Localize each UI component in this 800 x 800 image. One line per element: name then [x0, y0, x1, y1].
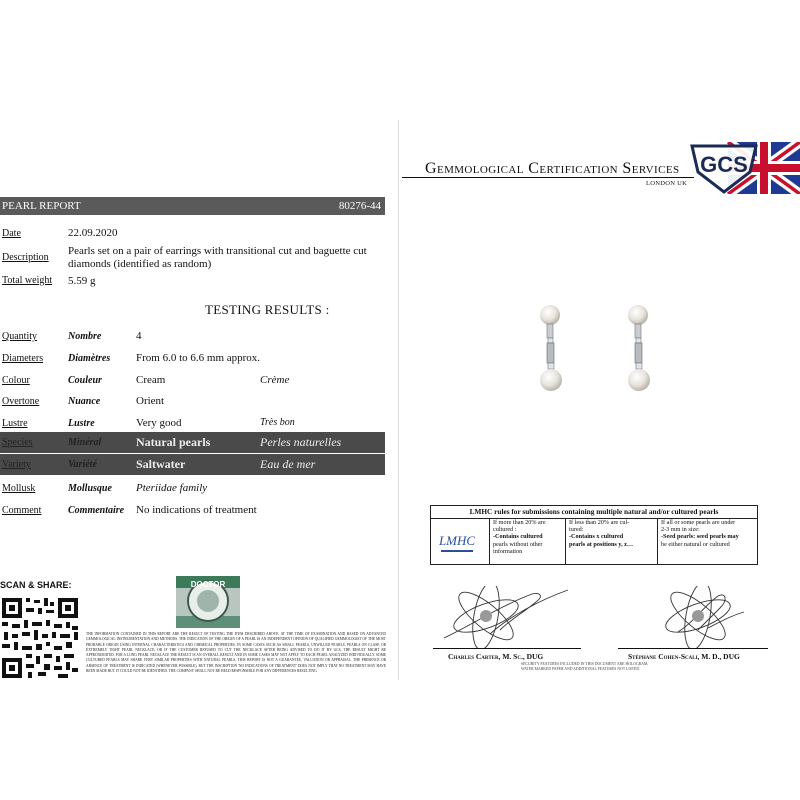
- testing-results-heading: TESTING RESULTS :: [205, 302, 330, 317]
- field-label-description: Description: [2, 252, 49, 263]
- header-rule: [402, 177, 694, 178]
- report-number: 80276-44: [338, 200, 381, 212]
- result-label-fr: Commentaire: [68, 505, 125, 516]
- highlight-value: Saltwater: [136, 457, 186, 471]
- lmhc-cell: If all or some pearls are under 2-3 mm in size: -Seed pearls: seed pearls may be either natural or cultured: [657, 519, 757, 564]
- field-value-total-weight: 5.59 g: [68, 275, 96, 287]
- result-value-fr: Très bon: [260, 417, 295, 428]
- field-label-date: Date: [2, 228, 21, 239]
- lab-location: LONDON UK: [646, 180, 688, 187]
- result-label-fr: Mollusque: [68, 483, 112, 494]
- highlight-label: Species: [2, 437, 33, 448]
- field-value-description: Pearls set on a pair of earrings with transitional cut and baguette cut diamonds (identified as random): [68, 245, 367, 270]
- hologram-text: DOCTOR: [190, 580, 226, 589]
- lmhc-cell: If more than 20% are cultured : -Contains cultured pearls without other information: [489, 519, 565, 564]
- logo-text: GCS: [700, 152, 748, 177]
- signatory-1: Charles Carter, M. Sc., DUG: [448, 652, 544, 661]
- security-fineprint: SECURITY FEATURES INCLUDED IN THIS DOCUMENT ARE HOLOGRAM, WATER MARKED PAPER AND ADDITIONAL FEATURES NOT LISTED.: [521, 662, 649, 672]
- page-divider: [398, 120, 399, 680]
- signature-line-2: [618, 648, 768, 649]
- result-value: Pteriidae family: [136, 482, 208, 494]
- qr-code-icon[interactable]: [0, 596, 80, 680]
- gcs-logo-icon: [690, 142, 800, 194]
- lmhc-logo-icon: [437, 524, 477, 558]
- lmhc-cell: If less than 20% are cul- tured: -Contains x cultured pearls at positions y, z…: [565, 519, 657, 564]
- disclaimer-text: THE INFORMATION CONTAINED IN THIS REPORT ARE THE RESULT OF TESTING THE ITEM DESCRIBED ABOVE, AT THE TIME OF EXAMINATION AND BASED ON ADVANCED GEMMOLOGICAL INSTRUMENTATION AND METHODS. THE INDICATION OF THE ORIGIN OF A PEARL IS AN INDEPENDENT OPINION OF QUALIFIED GEMMOLOGIST OF THE MOST PROBABLE ORIGIN USING INTERNAL CHARACTERISTICS AND CHEMICAL PROPERTIES. IN SOME CASES SUCH AS SMALL PEARLS, UNWILLED PEARLS, PEARLS ON CLASP, OR EXTREMELY TIGHT PEARL NECKLACE, OR IF THE CUSTOMER REFUSED TO CUT THE NECKLACE AFTER BEING ADVISED TO DO IT BY GCS, THE RESULT MIGHT BE APPROXIMATED. FOR A LONG PEARL NECKLACE THE RESULT IS AN OVERALL RESULT AND IN SOME CASES MAY NOT APPLY TO EACH PEARL ANALYZED INDIVIDUALLY. SOME CULTURED PEARLS MAY SHARE VERY SIMILAR PROPERTIES WITH NATURAL PEARLS. THIS REPORT IS NOT A GUARANTEE, VALUATION OR APPRAISAL. THE PRESENCE OR ABSENCE OF TREATMENT IS INDICATED (WHENEVER POSSIBLE), BUT THE INSCRIPTION 'NO INDICATIONS OF TREATMENT' DOES NOT IMPLY THAT NO TREATMENT MAY HAVE BEEN MADE BUT IT COULD NOT BE IDENTIFIED. THE COMPANY SHALL NOT BE HELD RESPONSIBLE FOR ANY DIFFERENCES RESULTING: [86, 632, 386, 674]
- highlight-label-fr: Variété: [68, 459, 97, 470]
- result-label: Overtone: [2, 396, 40, 407]
- scan-share-label: SCAN & SHARE:: [0, 580, 72, 590]
- field-value-date: 22.09.2020: [68, 227, 118, 239]
- result-label: Colour: [2, 375, 30, 386]
- result-value: 4: [136, 330, 142, 342]
- highlight-label: Variety: [2, 459, 31, 470]
- signatory-2: Stéphane Cohen-Scali, M. D., DUG: [628, 652, 740, 661]
- highlight-row-variety: [0, 454, 385, 475]
- earring-right: [628, 305, 650, 391]
- highlight-row-species: [0, 432, 385, 453]
- earrings-photo: [520, 300, 670, 410]
- result-label-fr: Diamètres: [68, 353, 111, 364]
- result-value: No indications of treatment: [136, 504, 257, 516]
- result-value: Cream: [136, 374, 166, 386]
- highlight-value: Natural pearls: [136, 435, 211, 449]
- highlight-value-fr: Eau de mer: [260, 457, 316, 471]
- result-label-fr: Lustre: [68, 418, 95, 429]
- report-header-bar: [0, 197, 385, 215]
- report-title: PEARL REPORT: [2, 200, 81, 212]
- result-label: Diameters: [2, 353, 44, 364]
- lmhc-rules-box: [430, 505, 758, 565]
- result-label-fr: Couleur: [68, 375, 102, 386]
- result-value-fr: Crème: [260, 374, 290, 386]
- result-label: Quantity: [2, 331, 37, 342]
- lab-name: Gemmological Certification Services: [425, 160, 680, 177]
- field-label-total-weight: Total weight: [2, 275, 53, 286]
- highlight-label-fr: Minéral: [68, 437, 102, 448]
- signature-2: [648, 586, 758, 648]
- result-label: Comment: [2, 505, 42, 516]
- result-label: Lustre: [2, 418, 28, 429]
- result-value: From 6.0 to 6.6 mm approx.: [136, 352, 261, 364]
- lmhc-heading: LMHC rules for submissions containing multiple natural and/or cultured pearls: [431, 506, 757, 519]
- signature-line-1: [433, 648, 581, 649]
- earring-left: [540, 305, 562, 391]
- lmhc-logo-text: LMHC: [438, 533, 476, 548]
- hologram-seal-icon: [172, 570, 244, 632]
- result-value: Orient: [136, 395, 165, 407]
- signature-1: [440, 586, 580, 648]
- result-value: Very good: [136, 417, 182, 429]
- result-label-fr: Nuance: [68, 396, 101, 407]
- result-label-fr: Nombre: [68, 331, 102, 342]
- result-label: Mollusk: [2, 483, 36, 494]
- highlight-value-fr: Perles naturelles: [260, 435, 342, 449]
